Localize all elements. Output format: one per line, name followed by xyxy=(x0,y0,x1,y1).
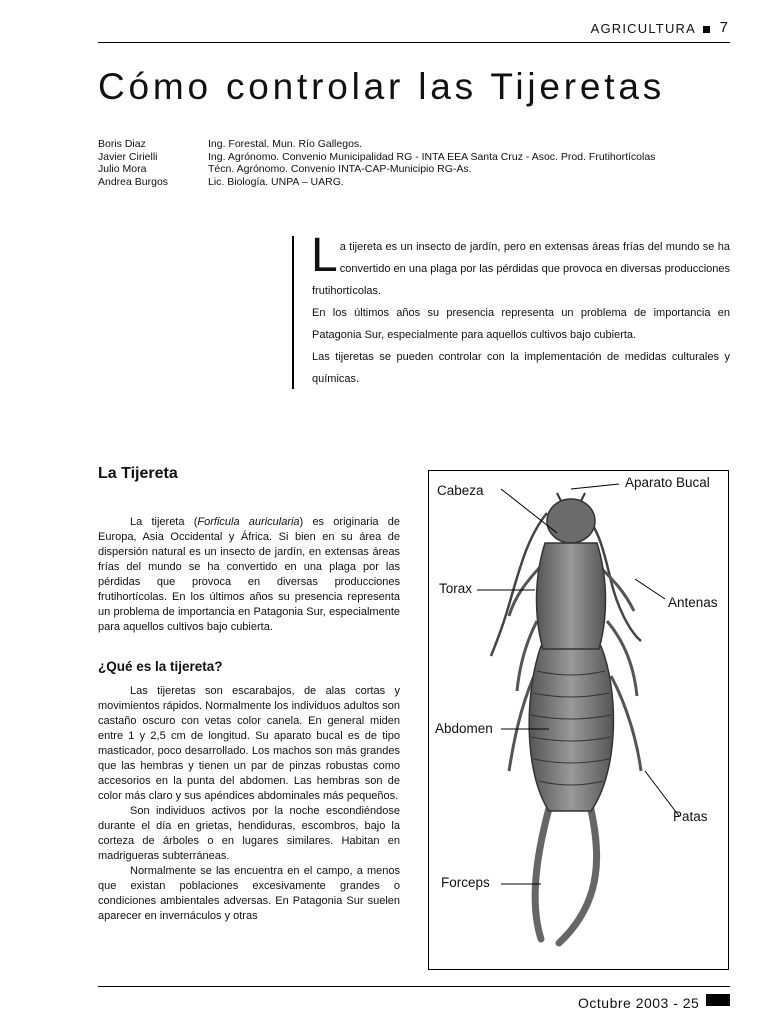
earwig-figure xyxy=(428,470,729,970)
intro-paragraph: Las tijeretas se pueden controlar con la implementación de medidas culturales y químicas. xyxy=(312,351,730,385)
page-number: 7 xyxy=(719,19,728,36)
author-name: Javier Cirielli xyxy=(98,150,158,163)
body-column xyxy=(98,466,400,924)
label-forceps: Forceps xyxy=(441,875,490,890)
thorax-shape xyxy=(537,543,606,649)
head-shape xyxy=(547,499,595,543)
author-role: Lic. Biología. UNPA – UARG. xyxy=(208,175,344,188)
drop-cap: L xyxy=(311,229,338,282)
label-aparato-bucal: Aparato Bucal xyxy=(625,475,710,490)
text-run: ) es originaria de Europa, Asia Occidental y África. Si bien en su área de dispersión natural es un insecto de jardín, en extensas áreas frías del mundo se ha convertido en una plaga por las pérdidas que provoca en diversas producciones frutihortícolas. En los últimos años su presencia representa un problema de importancia en Patagonia Sur, especialmente para aquellos cultivos bajo cubierta. xyxy=(98,516,401,633)
body-paragraph: Las tijeretas son escarabajos, de alas cortas y movimientos rápidos. Normalmente los individuos adultos son castaño oscuro con vetas color canela. En general miden entre 1 y 2,5 cm de longitud. Su aparato bucal es de tipo masticador, poco desarrollado. Los machos son más grandes que las hembras y tienen un par de pinzas robustas como accesorios en la punta del abdomen. Las hembras son de color más claro y sus apéndices abdominales más pequeños. xyxy=(98,685,400,802)
section-heading: ¿Qué es la tijereta? xyxy=(98,659,223,674)
label-patas: Patas xyxy=(673,809,708,824)
intro-text-1: a tijereta es un insecto de jardín, pero en extensas áreas frías del mundo se ha convertido en una plaga por las pérdidas que provoca en diversas producciones frutihortícolas. xyxy=(312,241,730,297)
section-name: AGRICULTURA xyxy=(590,21,696,36)
label-abdomen: Abdomen xyxy=(435,721,493,736)
label-antenas: Antenas xyxy=(668,595,718,610)
label-cabeza: Cabeza xyxy=(437,483,484,498)
intro-paragraph xyxy=(311,229,730,302)
label-torax: Torax xyxy=(439,581,473,596)
footer-rule xyxy=(98,986,730,987)
author-role: Técn. Agrónomo. Convenio INTA-CAP-Municipio RG-As. xyxy=(208,163,472,175)
author-role: Ing. Agrónomo. Convenio Municipalidad RG - INTA EEA Santa Cruz - Asoc. Prod. Frutihortícolas xyxy=(208,150,656,163)
body-paragraph: Son individuos activos por la noche escondiéndose durante el día en grietas, hendiduras, escombros, bajo la corteza de árboles o en lugares similares. Habitan en madrigueras subterráneas. xyxy=(98,805,400,862)
body-paragraph xyxy=(98,515,400,635)
forceps-right xyxy=(559,801,597,943)
intro-block xyxy=(311,229,730,390)
intro-vertical-rule xyxy=(292,236,294,389)
forceps-left xyxy=(535,801,551,939)
square-bullet-icon xyxy=(703,26,710,33)
author-name: Andrea Burgos xyxy=(98,175,169,188)
footer-issue-date: Octubre 2003 - 25 xyxy=(578,995,700,1011)
running-header xyxy=(98,18,730,43)
article-title: Cómo controlar las Tijeretas xyxy=(98,66,666,107)
text-run: La tijereta ( xyxy=(130,516,198,528)
author-name: Julio Mora xyxy=(98,163,147,175)
footer-logo-icon xyxy=(706,994,730,1006)
body-paragraph: Normalmente se las encuentra en el campo, a menos que existan poblaciones excesivamente grandes o condiciones ambientales adversas. En Patagonia Sur suelen aparecer en invernáculos y otras xyxy=(98,865,400,922)
author-role: Ing. Forestal. Mun. Río Gallegos. xyxy=(208,138,363,150)
intro-paragraph: En los últimos años su presencia representa un problema de importancia en Patagonia Sur, especialmente para aquellos cultivos bajo cubierta. xyxy=(312,307,730,341)
author-name: Boris Diaz xyxy=(98,138,146,150)
species-name: Forficula auricularia xyxy=(197,516,300,528)
section-heading: La Tijereta xyxy=(98,465,178,482)
